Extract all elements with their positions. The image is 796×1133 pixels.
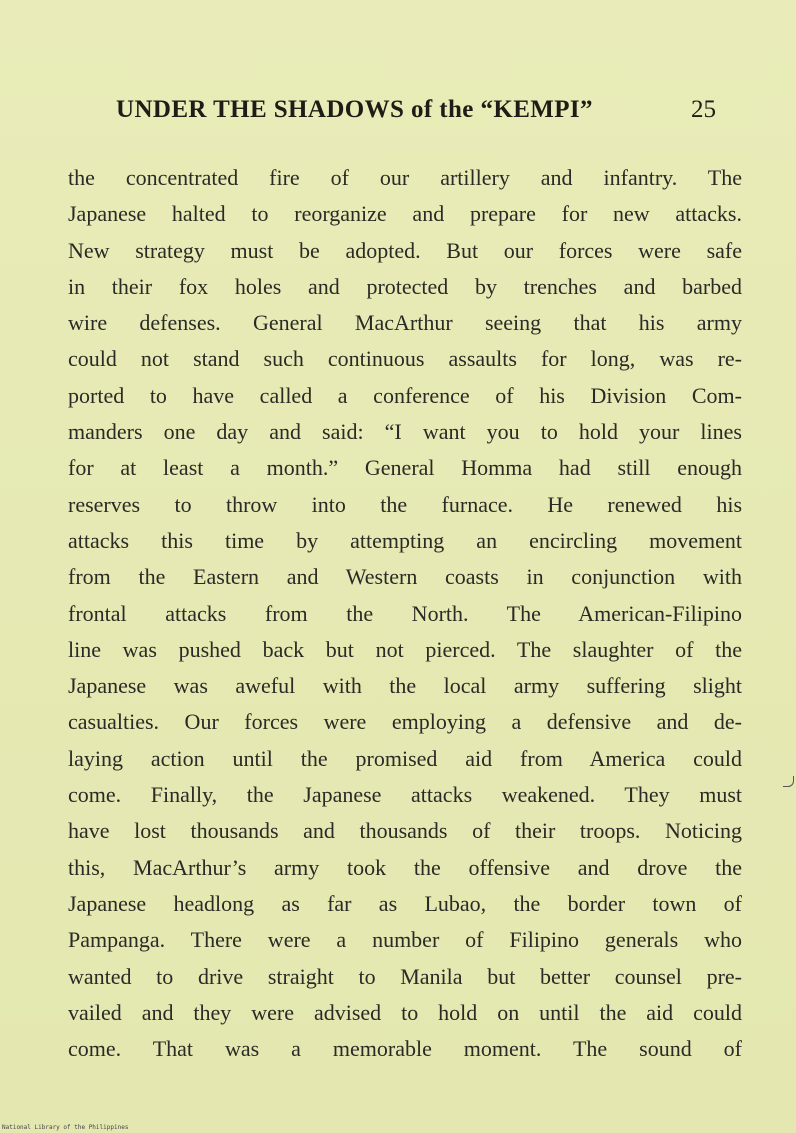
text-line: could not stand such continuous assaults for long, was re- <box>68 346 742 372</box>
text-line: in their fox holes and protected by trenches and barbed <box>68 273 742 299</box>
text-line: reserves to throw into the furnace. He renewed his <box>68 491 742 517</box>
text-line: casualties. Our forces were employing a defensive and de- <box>68 709 742 735</box>
running-title: UNDER THE SHADOWS of the “KEMPI” <box>116 96 593 123</box>
text-line: Japanese halted to reorganize and prepare for new attacks. <box>68 201 742 227</box>
text-line: wire defenses. General MacArthur seeing that his army <box>68 310 742 336</box>
margin-mark <box>783 776 794 787</box>
text-line: attacks this time by attempting an encircling movement <box>68 527 742 553</box>
text-line: Japanese was aweful with the local army suffering slight <box>68 673 742 699</box>
text-line: manders one day and said: “I want you to hold your lines <box>68 419 742 445</box>
text-line: line was pushed back but not pierced. The slaughter of the <box>68 636 742 662</box>
text-line: from the Eastern and Western coasts in conjunction with <box>68 564 742 590</box>
library-credit: National Library of the Philippines <box>2 1124 129 1131</box>
body-text <box>68 160 742 1067</box>
page-header <box>116 96 716 130</box>
text-line: Japanese headlong as far as Lubao, the border town of <box>68 890 742 916</box>
text-line: ported to have called a conference of his Division Com- <box>68 382 742 408</box>
text-line: for at least a month.” General Homma had still enough <box>68 455 742 481</box>
text-line: have lost thousands and thousands of their troops. Noticing <box>68 818 742 844</box>
text-line: the concentrated fire of our artillery and infantry. The <box>68 165 742 190</box>
text-line: New strategy must be adopted. But our forces were safe <box>68 237 742 263</box>
text-line: wanted to drive straight to Manila but better counsel pre- <box>68 963 742 989</box>
text-line: come. Finally, the Japanese attacks weakened. They must <box>68 782 742 808</box>
page-number: 25 <box>691 96 716 123</box>
text-line: come. That was a memorable moment. The sound of <box>68 1036 742 1062</box>
text-line: vailed and they were advised to hold on until the aid could <box>68 999 742 1025</box>
text-line: frontal attacks from the North. The American-Filipino <box>68 600 742 626</box>
text-line: this, MacArthur’s army took the offensive and drove the <box>68 854 742 880</box>
text-line: laying action until the promised aid from America could <box>68 745 742 771</box>
text-line: Pampanga. There were a number of Filipino generals who <box>68 927 742 953</box>
